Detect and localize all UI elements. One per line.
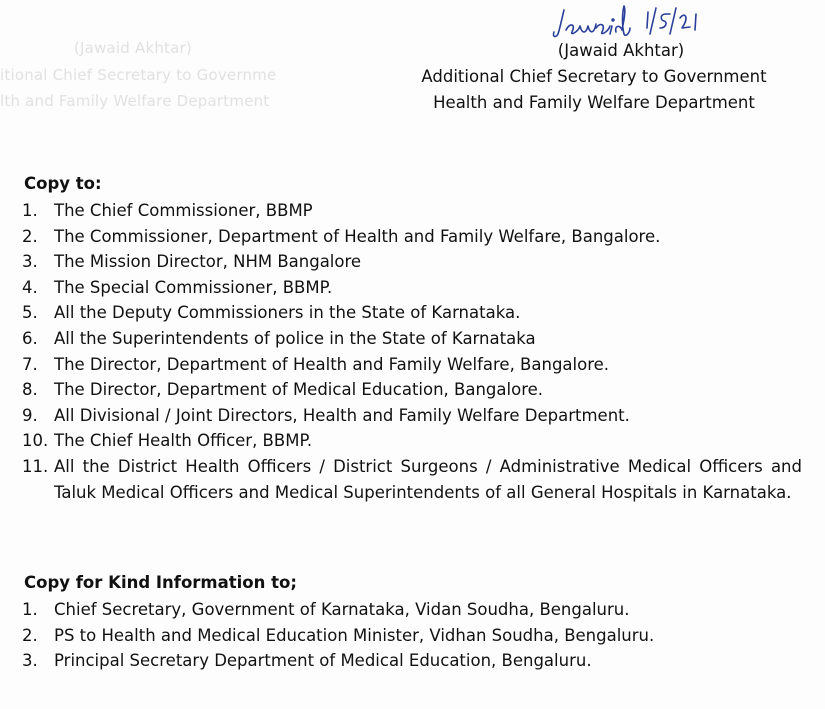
list-item — [22, 352, 802, 378]
list-item-number: 4. — [22, 277, 38, 297]
list-item-number: 3. — [22, 252, 38, 272]
copy-for-info-list — [22, 597, 802, 674]
list-item-text: The Chief Commissioner, BBMP — [54, 201, 313, 220]
signatory-block — [414, 38, 774, 116]
list-item — [22, 597, 802, 623]
copy-to-heading: Copy to: — [24, 174, 102, 193]
list-item — [22, 224, 802, 250]
list-item — [22, 300, 802, 326]
list-item-text: All the District Health Officers / District Surgeons / Administrative Medical Officers and Taluk Medical Officers and Medical Superintendents of all General Hospitals in Karnataka. — [54, 456, 802, 502]
list-item — [22, 623, 802, 649]
list-item-number: 11. — [22, 456, 49, 476]
list-item — [22, 198, 802, 224]
list-item-text: Chief Secretary, Government of Karnataka, Vidan Soudha, Bengaluru. — [54, 600, 630, 619]
list-item-number: 2. — [22, 226, 38, 246]
list-item-number: 1. — [22, 201, 38, 220]
list-item — [22, 428, 802, 454]
list-item — [22, 326, 802, 352]
show-through-department: lth and Family Welfare Department — [0, 92, 270, 110]
copy-to-list — [22, 198, 802, 505]
signatory-title: Additional Chief Secretary to Government — [421, 67, 767, 86]
list-item-number: 10. — [22, 431, 49, 451]
list-item — [22, 249, 802, 275]
list-item-number: 3. — [22, 651, 38, 671]
list-item-text: The Commissioner, Department of Health and Family Welfare, Bangalore. — [54, 226, 661, 246]
list-item-text: Principal Secretary Department of Medical Education, Bengaluru. — [54, 651, 592, 671]
list-item-text: The Mission Director, NHM Bangalore — [54, 252, 362, 272]
list-item — [22, 377, 802, 403]
list-item-number: 2. — [22, 625, 38, 645]
list-item-text: The Special Commissioner, BBMP. — [54, 277, 333, 297]
list-item — [22, 403, 802, 429]
list-item-text: All Divisional / Joint Directors, Health and Family Welfare Department. — [54, 405, 630, 425]
list-item — [22, 454, 802, 505]
list-item-number: 1. — [22, 600, 38, 619]
signatory-name: (Jawaid Akhtar) — [557, 41, 685, 60]
copy-for-info-heading: Copy for Kind Information to; — [24, 573, 297, 592]
list-item-text: PS to Health and Medical Education Minister, Vidhan Soudha, Bengaluru. — [54, 625, 655, 645]
list-item-text: The Chief Health Officer, BBMP. — [54, 431, 313, 451]
show-through-name: (Jawaid Akhtar) — [74, 39, 192, 57]
list-item-text: The Director, Department of Medical Education, Bangalore. — [54, 380, 544, 400]
signatory-department: Health and Family Welfare Department — [433, 93, 755, 112]
list-item-number: 9. — [22, 405, 38, 425]
list-item-number: 7. — [22, 354, 38, 374]
list-item-number: 5. — [22, 303, 38, 323]
list-item — [22, 275, 802, 301]
list-item-text: The Director, Department of Health and Family Welfare, Bangalore. — [54, 354, 610, 374]
list-item — [22, 648, 802, 674]
show-through-title: itional Chief Secretary to Governme — [0, 66, 277, 84]
list-item-text: All the Superintendents of police in the State of Karnataka — [54, 328, 536, 348]
list-item-text: All the Deputy Commissioners in the State of Karnataka. — [54, 303, 521, 323]
list-item-number: 6. — [22, 328, 38, 348]
list-item-number: 8. — [22, 380, 38, 400]
